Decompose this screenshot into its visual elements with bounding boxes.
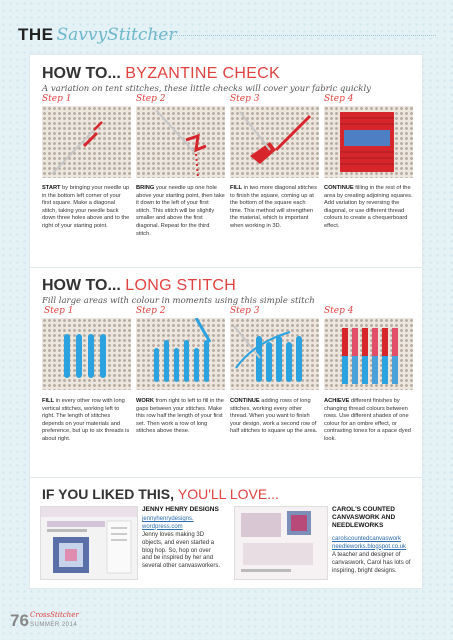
header-divider xyxy=(156,35,436,36)
step-text: START by bringing your needle up in the bottom left corner of your first square. Make a diagonal stitch, taking your needle back down three holes above and to the right of your starting point. xyxy=(42,185,130,229)
section-subtitle: A variation on tent stitches, these little checks will cover your fabric quickly xyxy=(42,84,371,94)
byzantine-check-section xyxy=(30,55,422,268)
title-prefix: HOW TO... xyxy=(42,277,121,294)
ombre-stitch-illustration xyxy=(324,318,413,390)
step-text: BRING your needle up one hole above your starting point, then take it down to the left of your first stitch. This stitch will be slightly smaller and above the first diagonal. Repeat for the third stitch. xyxy=(136,185,225,237)
needle-stitch-illustration xyxy=(230,106,319,178)
blog-description: Jenny loves making 3D objects, and even started a blog hop. So, hop on over and be inspired by her and several other canvasworkers. xyxy=(142,532,221,570)
title-accent: LONG STITCH xyxy=(125,277,237,294)
step-photo xyxy=(136,318,225,390)
step-photo xyxy=(42,106,131,178)
step-photo xyxy=(324,318,413,390)
step-label: Step 2 xyxy=(136,306,166,316)
page-header xyxy=(18,24,438,46)
brand-name: SavvyStitcher xyxy=(56,25,177,45)
title-accent: BYZANTINE CHECK xyxy=(125,65,281,82)
blog-description: A teacher and designer of canvaswork, Carol has lots of inspiring, bright designs. xyxy=(332,552,411,574)
step-label: Step 2 xyxy=(136,94,166,104)
section-subtitle: Fill large areas with colour in moments using this simple stitch xyxy=(42,296,315,306)
page-number: 76 xyxy=(10,611,29,630)
step-label: Step 1 xyxy=(44,306,74,316)
blog-screenshot-illustration xyxy=(41,507,137,579)
step-label: Step 3 xyxy=(230,306,260,316)
step-text: CONTINUE adding rows of long stitches, working every other thread. When you want to finish your design, work a second row of half stitches to square up the area. xyxy=(230,398,318,435)
blog-screenshot xyxy=(234,506,328,580)
step-photo xyxy=(136,106,225,178)
magazine-name: CrossStitcher xyxy=(30,611,79,619)
blog-screenshot xyxy=(40,506,138,580)
step-text: FILL in every other row with long vertical stitches, working left to right. The length of stitches depends on your materials and preference, but up to six threads is about right. xyxy=(42,398,130,442)
step-text: FILL in two more diagonal stitches to finish the square, coming up at the bottom of the square each time. This method will strengthen the material, which is important when working in 3D. xyxy=(230,185,317,229)
step-text: ACHIEVE different finishes by changing thread colours between rows. Use different shades of one colour for an ombre effect, or contrasting tones for a space dyed look. xyxy=(324,398,411,442)
section-title xyxy=(42,65,280,83)
needle-stitch-illustration xyxy=(42,106,131,178)
step-text: WORK from right to left to fill in the gaps between your stitches. Make this row half the length of your first set. Then work a row of long stitches above these. xyxy=(136,398,224,435)
chequerboard-illustration xyxy=(324,106,413,178)
blog-link[interactable]: carolscountedcanvaswork needleworks.blogspot.co.uk xyxy=(332,536,407,550)
section-title xyxy=(42,277,236,295)
needle-stitch-illustration xyxy=(136,106,225,178)
step-photo xyxy=(230,318,319,390)
blog-name: JENNY HENRY DESIGNS xyxy=(142,506,219,513)
blog-screenshot-illustration xyxy=(235,507,327,579)
step-text: CONTINUE filling in the rest of the area by creating adjoining squares. Add variation by reversing the diagonal, or use different thread colours to create a chequerboard effect. xyxy=(324,185,413,229)
long-stitch-section xyxy=(30,268,422,478)
step-photo xyxy=(230,106,319,178)
blog-link[interactable]: jennyhenrydesigns. wordpress.com xyxy=(142,516,194,530)
brand-prefix: THE xyxy=(18,25,54,44)
step-label: Step 4 xyxy=(324,306,354,316)
step-photo xyxy=(42,318,131,390)
issue-label: SUMMER 2014 xyxy=(30,622,78,628)
long-stitch-illustration xyxy=(136,318,225,390)
step-photo xyxy=(324,106,413,178)
title-prefix: HOW TO... xyxy=(42,65,121,82)
recommendations-section xyxy=(30,478,422,588)
step-label: Step 4 xyxy=(324,94,354,104)
section-title xyxy=(42,486,279,502)
long-stitch-illustration xyxy=(42,318,131,390)
title-prefix: IF YOU LIKED THIS, xyxy=(42,486,174,502)
long-stitch-illustration xyxy=(230,318,319,390)
step-label: Step 1 xyxy=(42,94,72,104)
step-label: Step 3 xyxy=(230,94,260,104)
blog-name: CAROL'S COUNTED CANVASWORK AND NEEDLEWORKS xyxy=(332,506,396,529)
title-accent: YOU'LL LOVE... xyxy=(177,486,279,502)
